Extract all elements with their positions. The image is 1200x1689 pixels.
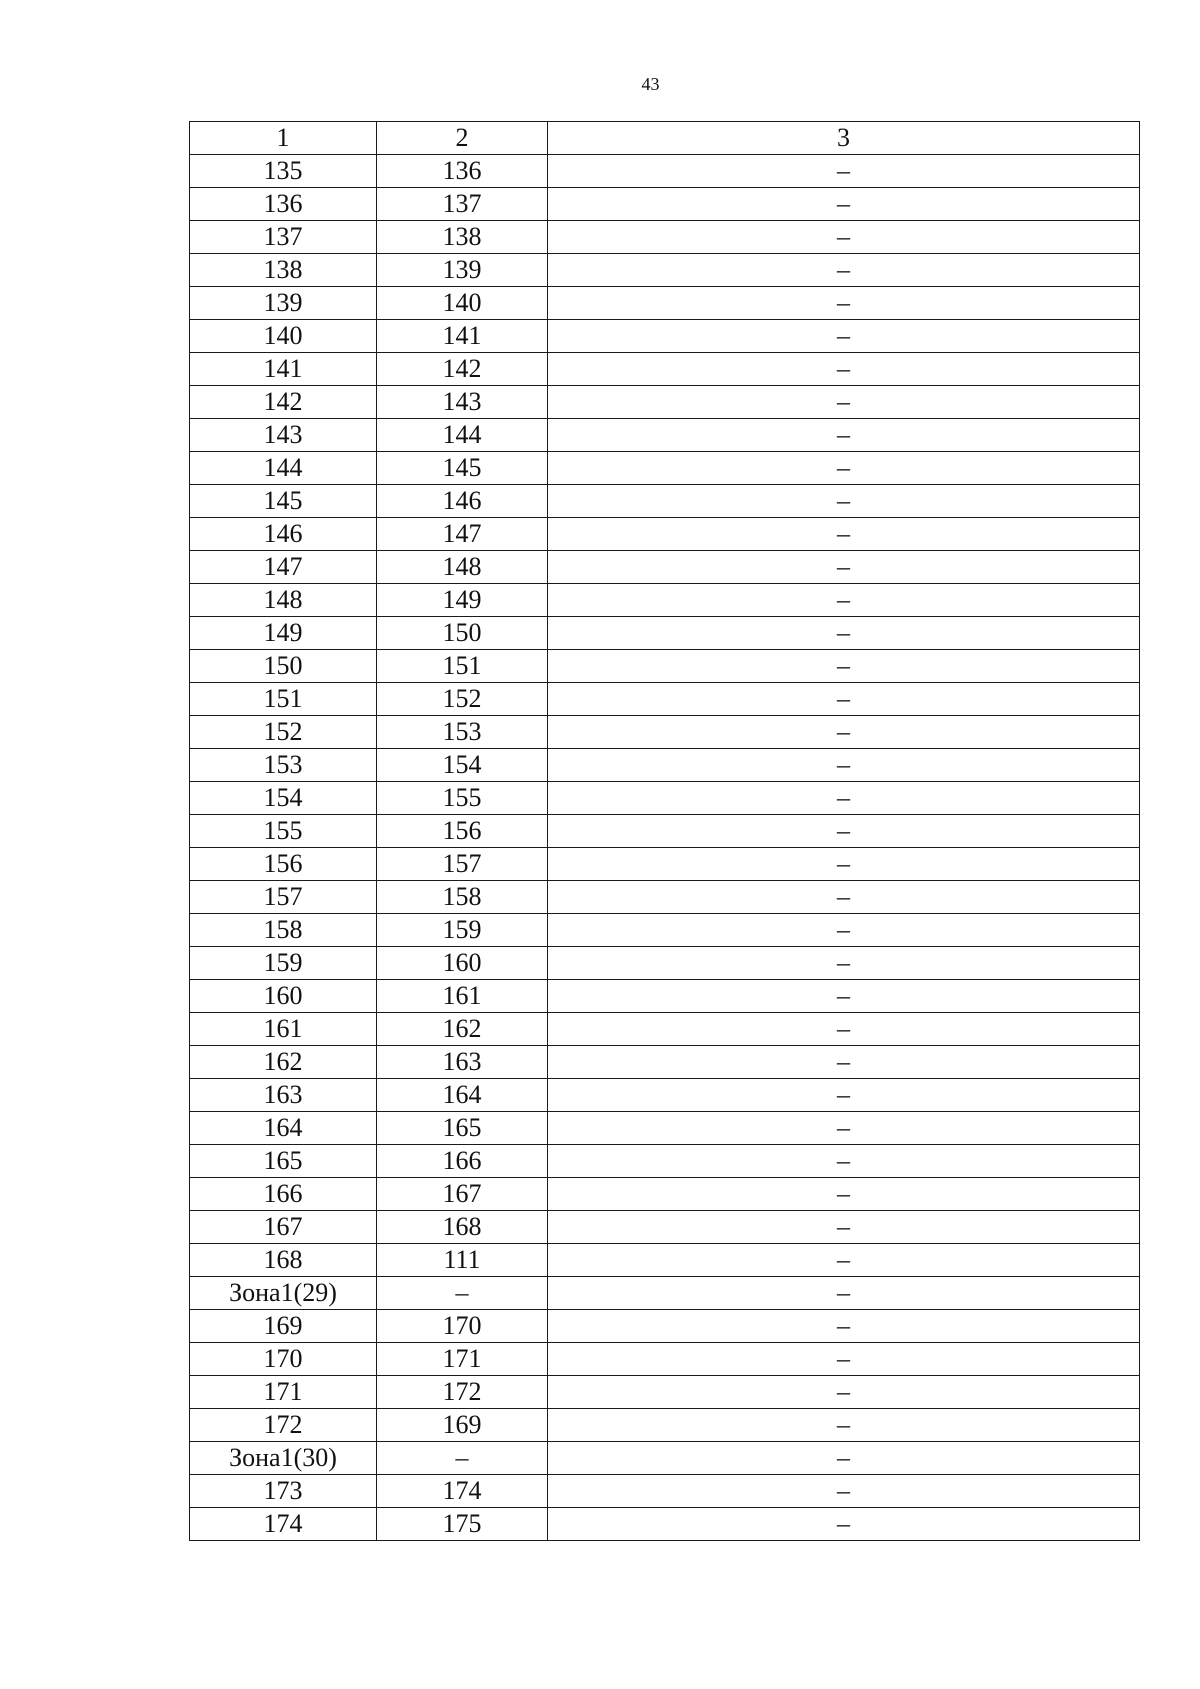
table-cell-col1: 152: [190, 716, 377, 749]
table-row: [190, 749, 1140, 782]
table-row: [190, 320, 1140, 353]
table-cell-col2: 147: [377, 518, 548, 551]
table-cell-col3: –: [548, 1079, 1140, 1112]
table-cell-col2: 164: [377, 1079, 548, 1112]
table-row: [190, 617, 1140, 650]
table-cell-col1: 138: [190, 254, 377, 287]
table-cell-col3: –: [548, 782, 1140, 815]
table-header: [190, 122, 1140, 155]
table-cell-col2: 172: [377, 1376, 548, 1409]
table-cell-col2: 167: [377, 1178, 548, 1211]
table-cell-col3: –: [548, 848, 1140, 881]
table-row: [190, 1112, 1140, 1145]
table-row: [190, 188, 1140, 221]
table-cell-col3: –: [548, 155, 1140, 188]
table-cell-col3: –: [548, 650, 1140, 683]
table-cell-col3: –: [548, 1376, 1140, 1409]
table-cell-col3: –: [548, 947, 1140, 980]
table-cell-col3: –: [548, 551, 1140, 584]
table-cell-col1: 149: [190, 617, 377, 650]
table-row: [190, 914, 1140, 947]
table-cell-col2: 139: [377, 254, 548, 287]
table-cell-col3: –: [548, 485, 1140, 518]
table-cell-col2: 149: [377, 584, 548, 617]
table-cell-col1: 162: [190, 1046, 377, 1079]
table-row: [190, 1277, 1140, 1310]
table-row: [190, 254, 1140, 287]
table-cell-col2: 145: [377, 452, 548, 485]
table-cell-col2: 152: [377, 683, 548, 716]
table-cell-col1: 145: [190, 485, 377, 518]
table-row: [190, 353, 1140, 386]
table-cell-col1: 169: [190, 1310, 377, 1343]
table-cell-col2: 151: [377, 650, 548, 683]
table-cell-col3: –: [548, 1244, 1140, 1277]
table-cell-col1: 135: [190, 155, 377, 188]
table-row: [190, 1409, 1140, 1442]
table-cell-col2: 140: [377, 287, 548, 320]
table-cell-col1: 158: [190, 914, 377, 947]
table-cell-col1: Зона1(30): [190, 1442, 377, 1475]
table-cell-col1: 163: [190, 1079, 377, 1112]
table-row: [190, 1211, 1140, 1244]
table-cell-col1: 153: [190, 749, 377, 782]
table-cell-col1: 160: [190, 980, 377, 1013]
table-cell-col1: 157: [190, 881, 377, 914]
table-cell-col1: 173: [190, 1475, 377, 1508]
table-cell-col1: 164: [190, 1112, 377, 1145]
table-cell-col3: –: [548, 584, 1140, 617]
table-cell-col2: 169: [377, 1409, 548, 1442]
table-cell-col1: 156: [190, 848, 377, 881]
table-cell-col1: 159: [190, 947, 377, 980]
table-cell-col3: –: [548, 1343, 1140, 1376]
table-row: [190, 584, 1140, 617]
table-row: [190, 155, 1140, 188]
table-cell-col3: –: [548, 1310, 1140, 1343]
table-row: [190, 1079, 1140, 1112]
table-row: [190, 1244, 1140, 1277]
table-row: [190, 419, 1140, 452]
table-cell-col1: 161: [190, 1013, 377, 1046]
table-cell-col2: 153: [377, 716, 548, 749]
table-cell-col3: –: [548, 881, 1140, 914]
table-cell-col1: 174: [190, 1508, 377, 1541]
table-cell-col3: –: [548, 221, 1140, 254]
table-cell-col3: –: [548, 1442, 1140, 1475]
data-table: [189, 121, 1140, 1541]
table-cell-col2: 143: [377, 386, 548, 419]
table-row: [190, 881, 1140, 914]
table-cell-col2: –: [377, 1442, 548, 1475]
table-body: [190, 155, 1140, 1541]
table-cell-col2: 137: [377, 188, 548, 221]
table-row: [190, 1508, 1140, 1541]
table-cell-col2: 146: [377, 485, 548, 518]
table-cell-col3: –: [548, 386, 1140, 419]
table-cell-col2: 163: [377, 1046, 548, 1079]
table-cell-col1: 142: [190, 386, 377, 419]
table-row: [190, 716, 1140, 749]
table-row: [190, 683, 1140, 716]
table-cell-col2: 150: [377, 617, 548, 650]
table-row: [190, 782, 1140, 815]
table-row: [190, 1310, 1140, 1343]
table-cell-col3: –: [548, 749, 1140, 782]
table-cell-col2: 162: [377, 1013, 548, 1046]
table-cell-col2: 168: [377, 1211, 548, 1244]
table-cell-col1: 136: [190, 188, 377, 221]
table-row: [190, 221, 1140, 254]
table-cell-col1: 167: [190, 1211, 377, 1244]
table-cell-col1: 171: [190, 1376, 377, 1409]
table-row: [190, 1046, 1140, 1079]
table-cell-col2: 148: [377, 551, 548, 584]
table-cell-col3: –: [548, 1211, 1140, 1244]
table-cell-col3: –: [548, 1508, 1140, 1541]
table-row: [190, 650, 1140, 683]
table-cell-col2: 160: [377, 947, 548, 980]
table-cell-col3: –: [548, 815, 1140, 848]
table-cell-col3: –: [548, 1475, 1140, 1508]
table-cell-col2: 156: [377, 815, 548, 848]
table-row: [190, 1376, 1140, 1409]
table-cell-col2: 136: [377, 155, 548, 188]
table-cell-col1: 146: [190, 518, 377, 551]
table-cell-col2: 111: [377, 1244, 548, 1277]
table-cell-col3: –: [548, 518, 1140, 551]
table-cell-col1: 154: [190, 782, 377, 815]
table-cell-col3: –: [548, 1145, 1140, 1178]
table-cell-col3: –: [548, 452, 1140, 485]
table-cell-col2: 174: [377, 1475, 548, 1508]
table-cell-col2: 159: [377, 914, 548, 947]
table-cell-col2: 154: [377, 749, 548, 782]
table-cell-col1: 165: [190, 1145, 377, 1178]
table-cell-col2: 142: [377, 353, 548, 386]
table-row: [190, 386, 1140, 419]
table-cell-col2: 144: [377, 419, 548, 452]
table-row: [190, 551, 1140, 584]
table-row: [190, 1343, 1140, 1376]
table-cell-col3: –: [548, 1112, 1140, 1145]
table-cell-col1: 148: [190, 584, 377, 617]
table-row: [190, 1475, 1140, 1508]
table-cell-col3: –: [548, 1409, 1140, 1442]
table-cell-col3: –: [548, 914, 1140, 947]
table-cell-col2: 170: [377, 1310, 548, 1343]
table-row: [190, 1442, 1140, 1475]
table-cell-col1: 155: [190, 815, 377, 848]
table-row: [190, 980, 1140, 1013]
table-cell-col3: –: [548, 188, 1140, 221]
table-cell-col2: 155: [377, 782, 548, 815]
header-cell-1: 1: [190, 122, 377, 155]
table-cell-col2: 165: [377, 1112, 548, 1145]
table-row: [190, 947, 1140, 980]
table-row: [190, 518, 1140, 551]
table-cell-col3: –: [548, 419, 1140, 452]
header-row: [190, 122, 1140, 155]
table-row: [190, 1145, 1140, 1178]
table-row: [190, 815, 1140, 848]
table-cell-col1: 147: [190, 551, 377, 584]
header-cell-2: 2: [377, 122, 548, 155]
table-cell-col3: –: [548, 353, 1140, 386]
table-row: [190, 1178, 1140, 1211]
table-cell-col2: 171: [377, 1343, 548, 1376]
table-cell-col2: 141: [377, 320, 548, 353]
table-cell-col2: 157: [377, 848, 548, 881]
header-cell-3: 3: [548, 122, 1140, 155]
table-cell-col3: –: [548, 1013, 1140, 1046]
table-cell-col1: 150: [190, 650, 377, 683]
table-cell-col1: 144: [190, 452, 377, 485]
table-row: [190, 1013, 1140, 1046]
table-cell-col1: 139: [190, 287, 377, 320]
table-cell-col3: –: [548, 980, 1140, 1013]
table-cell-col1: 168: [190, 1244, 377, 1277]
table-cell-col2: 138: [377, 221, 548, 254]
table-cell-col3: –: [548, 287, 1140, 320]
table-cell-col3: –: [548, 254, 1140, 287]
table-row: [190, 485, 1140, 518]
table-cell-col2: –: [377, 1277, 548, 1310]
table-cell-col3: –: [548, 1046, 1140, 1079]
table-cell-col1: 141: [190, 353, 377, 386]
table-row: [190, 848, 1140, 881]
table-cell-col1: Зона1(29): [190, 1277, 377, 1310]
table-cell-col3: –: [548, 320, 1140, 353]
table-cell-col3: –: [548, 617, 1140, 650]
table-cell-col2: 175: [377, 1508, 548, 1541]
table-cell-col2: 166: [377, 1145, 548, 1178]
page-number: 43: [641, 74, 660, 94]
table-cell-col3: –: [548, 1178, 1140, 1211]
table-cell-col1: 137: [190, 221, 377, 254]
table-cell-col1: 172: [190, 1409, 377, 1442]
table-cell-col3: –: [548, 716, 1140, 749]
table-cell-col1: 143: [190, 419, 377, 452]
table-cell-col3: –: [548, 683, 1140, 716]
table-row: [190, 287, 1140, 320]
table-cell-col1: 170: [190, 1343, 377, 1376]
table-cell-col1: 151: [190, 683, 377, 716]
table-cell-col1: 140: [190, 320, 377, 353]
table-cell-col2: 158: [377, 881, 548, 914]
table-cell-col2: 161: [377, 980, 548, 1013]
table-cell-col1: 166: [190, 1178, 377, 1211]
table-cell-col3: –: [548, 1277, 1140, 1310]
table-row: [190, 452, 1140, 485]
